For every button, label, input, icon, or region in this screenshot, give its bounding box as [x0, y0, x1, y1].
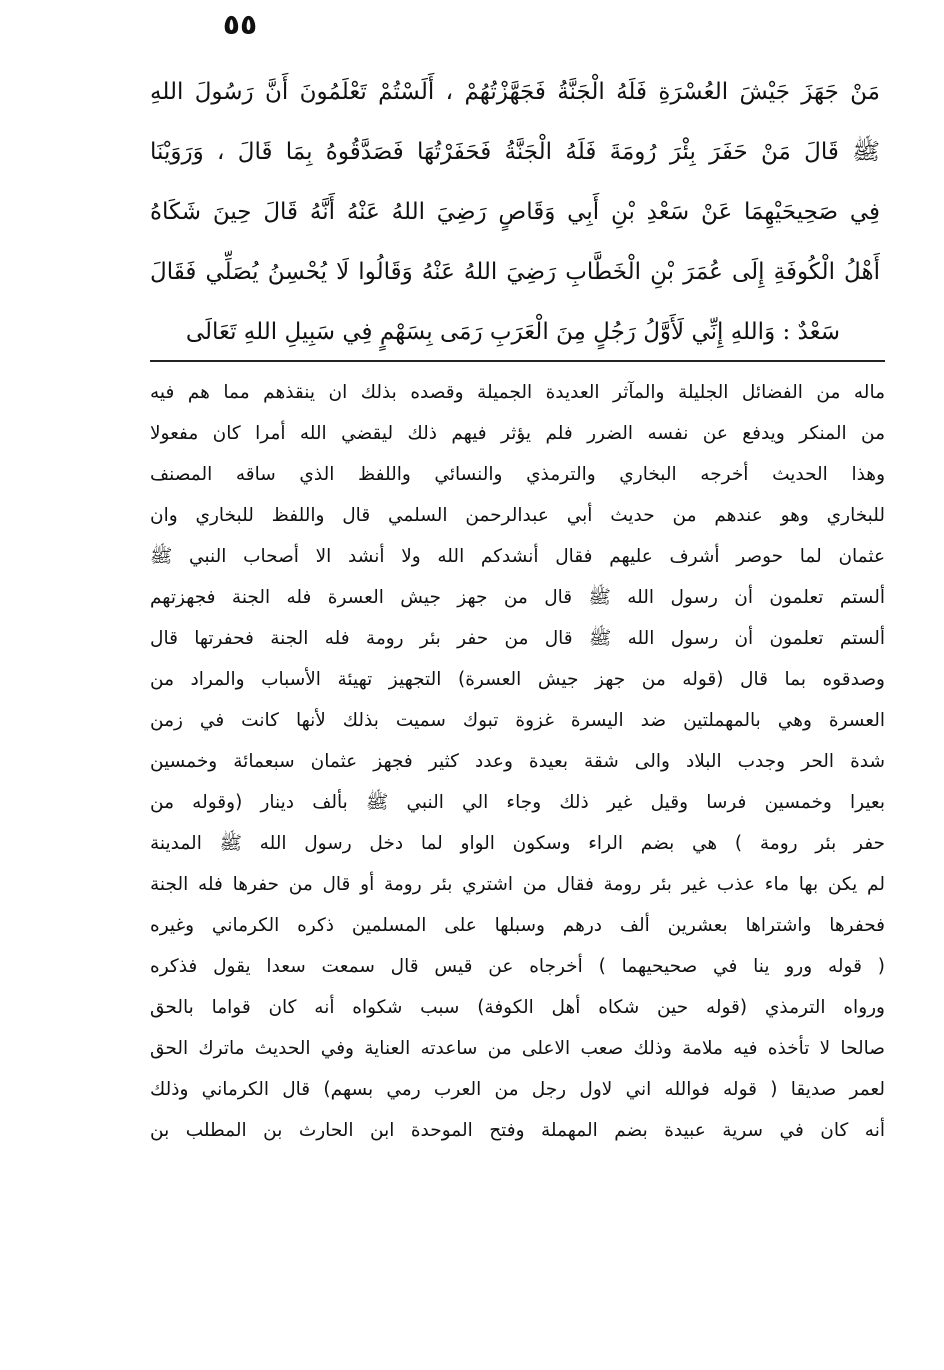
commentary-line: صالحا لا تأخذه فيه ملامة وذلك صعب الاعلى من ساعدته العناية وفي الحديث ماترك الحق — [150, 1038, 885, 1059]
commentary-line: ماله من الفضائل الجليلة والمآثر العديدة الجميلة وقصده بذلك ان ينقذهم مما هم فيه — [150, 382, 885, 403]
commentary-line: ورواه الترمذي (قوله حين شكاه أهل الكوفة) سبب شكواه أنه كان قواما بالحق — [150, 997, 885, 1018]
commentary-line: حفر بئر رومة ) هي بضم الراء وسكون الواو لما دخل رسول الله ﷺ المدينة — [150, 833, 885, 854]
main-text-block — [150, 62, 880, 362]
commentary-line: عثمان لما حوصر أشرف عليهم فقال أنشدكم الله ولا أنشد الا أصحاب النبي ﷺ — [150, 546, 885, 567]
main-text-line: سَعْدٌ : وَاللهِ إِنِّي لَأَوَّلُ رَجُلٍ مِنَ الْعَرَبِ رَمَى بِسَهْمٍ فِي سَبِيلِ اللهِ تَعَالَى — [185, 319, 840, 345]
commentary-line: ألستم تعلمون أن رسول الله ﷺ قال من جهز جيش العسرة فله الجنة فجهزتهم — [150, 587, 885, 608]
main-text-line: مَنْ جَهَزَ جَيْشَ العُسْرَةِ فَلَهُ الْجَنَّةُ فَجَهَّزْتُهُمْ ، أَلَسْتُمْ تَعْلَمُونَ أَنَّ رَسُولَ اللهِ — [150, 79, 880, 105]
commentary-line: لعمر صديقا ( قوله فوالله اني لاول رجل من العرب رمي بسهم) قال الكرماني وذلك — [150, 1079, 885, 1100]
main-text-line: ﷺ قَالَ مَنْ حَفَرَ بِئْرَ رُومَةَ فَلَهُ الْجَنَّةُ فَحَفَرْتُهَا فَصَدَّقُوهُ بِمَا قَالَ ، وَرَوَيْنَا — [150, 139, 880, 165]
main-text-line: أَهْلُ الْكُوفَةِ إِلَى عُمَرَ بْنِ الْخَطَّابِ رَضِيَ اللهُ عَنْهُ وَقَالُوا لَا يُحْسِنُ يُصَلِّي فَقَالَ — [150, 259, 880, 285]
main-text-line: فِي صَحِيحَيْهِمَا عَنْ سَعْدِ بْنِ أَبِي وَقَاصٍ رَضِيَ اللهُ عَنْهُ أَنَّهُ قَالَ حِينَ شَكَاهُ — [150, 199, 880, 225]
commentary-line: شدة الحر وجدب البلاد والى شقة بعيدة وعدد كثير فجهز عثمان سبعمائة وخمسين — [150, 751, 885, 772]
commentary-block — [150, 372, 885, 1151]
commentary-line: وهذا الحديث أخرجه البخاري والترمذي والنسائي واللفظ الذي ساقه المصنف — [150, 464, 885, 485]
commentary-line: أنه كان في سرية عبيدة بضم المهملة وفتح الموحدة ابن الحارث بن المطلب بن — [150, 1120, 885, 1141]
commentary-line: للبخاري وهو عندهم من حديث أبي عبدالرحمن السلمي قال واللفظ للبخاري وان — [150, 505, 885, 526]
commentary-line: فحفرها واشتراها بعشرين ألف درهم وسبلها على المسلمين ذكره الكرماني وغيره — [150, 915, 885, 936]
commentary-line: بعيرا وخمسين فرسا وقيل غير ذلك وجاء الي النبي ﷺ بألف دينار (وقوله من — [150, 792, 885, 813]
commentary-line: العسرة وهي بالمهملتين ضد اليسرة غزوة تبوك سميت بذلك لأنها كانت في زمن — [150, 710, 885, 731]
footnote-divider — [150, 360, 885, 362]
commentary-line: ألستم تعلمون أن رسول الله ﷺ قال من حفر بئر رومة فله الجنة فحفرتها قال — [150, 628, 885, 649]
commentary-line: لم يكن بها ماء عذب غير بئر رومة فقال من اشتري بئر رومة أو قال من حفرها فله الجنة — [150, 874, 885, 895]
commentary-line: من المنكر ويدفع عن نفسه الضرر فلم يؤثر فيهم ذلك ليقضي الله أمرا كان مفعولا — [150, 423, 885, 444]
page-number: ٥٥ — [222, 8, 258, 41]
commentary-line: وصدقوه بما قال (قوله من جهز جيش العسرة) التجهيز تهيئة الأسباب والمراد من — [150, 669, 885, 690]
commentary-line: ( قوله ورو ينا في صحيحيهما ) أخرجاه عن قيس قال سمعت سعدا يقول فذكره — [150, 956, 885, 977]
